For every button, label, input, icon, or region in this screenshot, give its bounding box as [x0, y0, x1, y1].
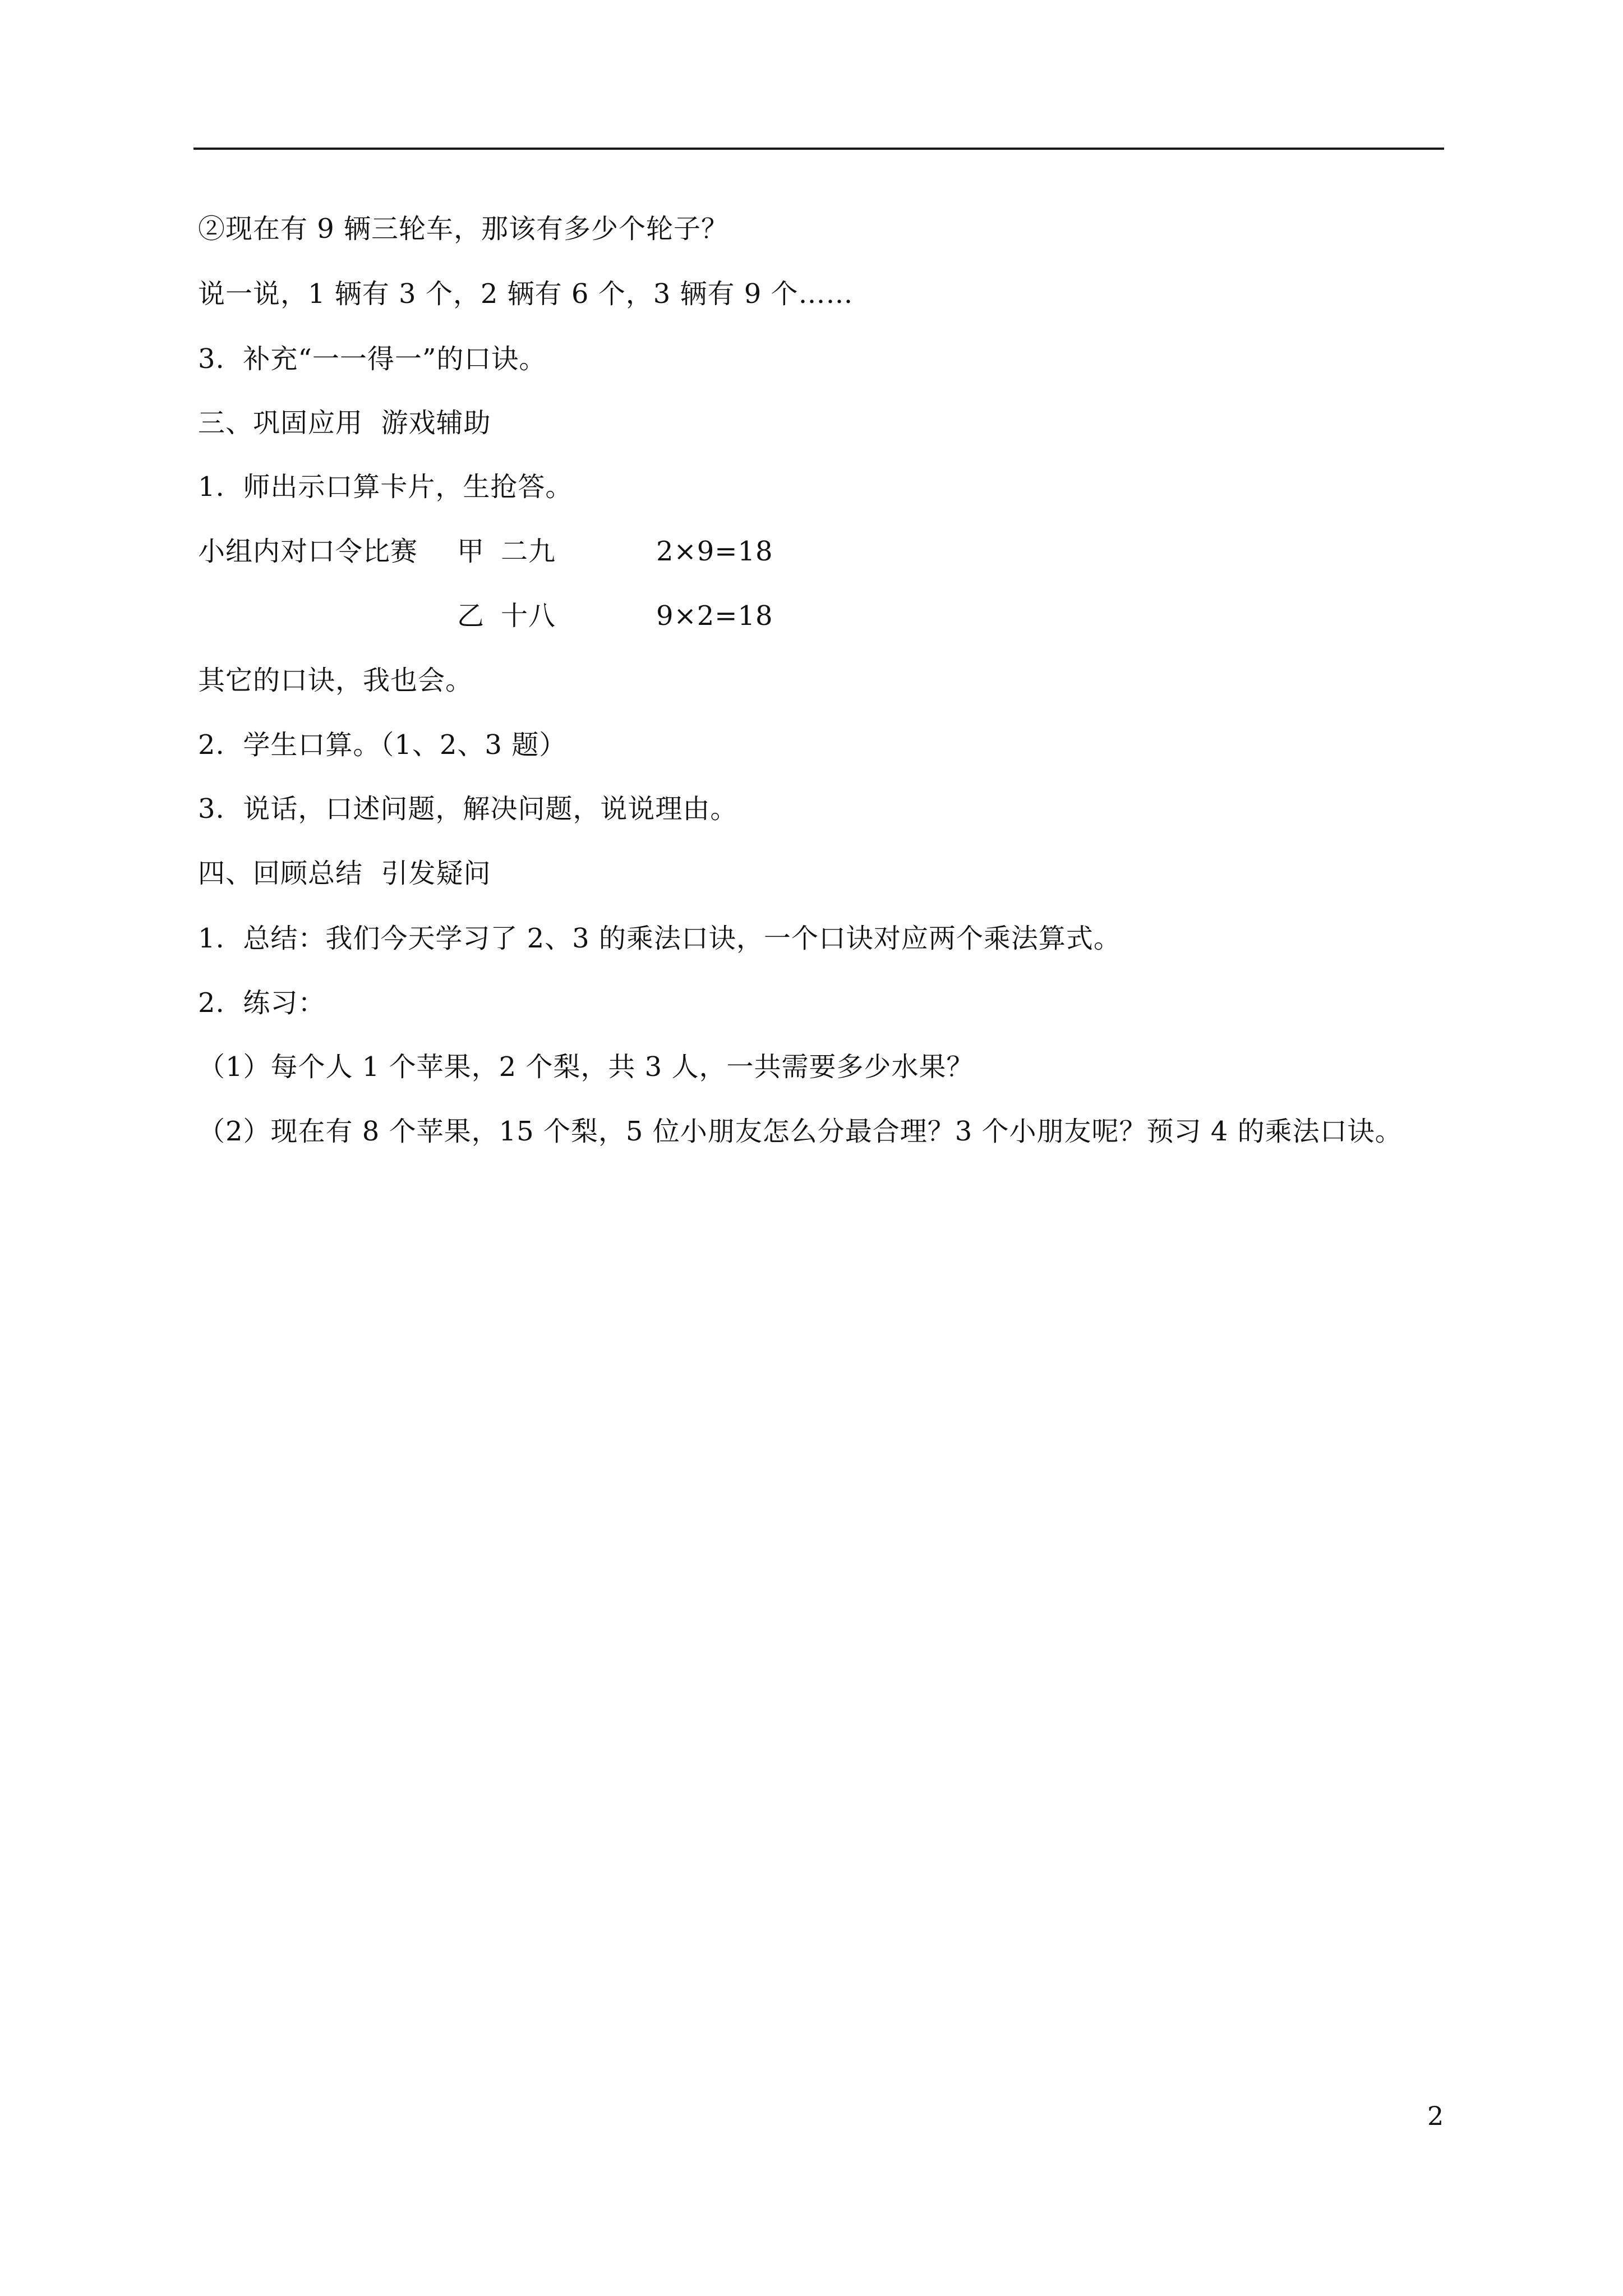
- game-player-b: 乙: [457, 600, 485, 632]
- game-phrase-a: 二九: [501, 536, 556, 567]
- header-rule: [193, 148, 1444, 150]
- game-label: 小组内对口令比赛: [198, 536, 418, 567]
- text-line-summary: 1. 总结：我们今天学习了 2、3 的乘法口诀，一个口诀对应两个乘法算式。: [198, 923, 1121, 954]
- game-equation-b: 9×2=18: [656, 600, 773, 632]
- text-line-exercise-1: （1）每个人 1 个苹果，2 个梨，共 3 人，一共需要多少水果？: [198, 1051, 974, 1083]
- game-phrase-b: 十八: [501, 600, 556, 632]
- game-player-a: 甲: [457, 536, 485, 567]
- text-line-oral-calc: 2. 学生口算。（1、2、3 题）: [198, 729, 567, 761]
- section-heading-3: 三、巩固应用 游戏辅助: [198, 407, 491, 439]
- page-number: 2: [1427, 2101, 1444, 2131]
- text-line-tricycles: ②现在有 9 辆三轮车，那该有多少个轮子？: [198, 213, 729, 245]
- text-line-exercise-2: （2）现在有 8 个苹果，15 个梨，5 位小朋友怎么分最合理？3 个小朋友呢？预习 4 的乘法口诀。: [198, 1116, 1403, 1147]
- text-line-practice: 2. 练习：: [198, 987, 326, 1019]
- game-equation-a: 2×9=18: [656, 536, 773, 567]
- text-line-counting: 说一说，1 辆有 3 个，2 辆有 6 个，3 辆有 9 个……: [198, 278, 854, 310]
- text-line-other-rhymes: 其它的口诀，我也会。: [198, 665, 473, 696]
- section-heading-4: 四、回顾总结 引发疑问: [198, 858, 491, 889]
- text-line-supplement: 3. 补充“一一得一”的口诀。: [198, 343, 547, 375]
- text-line-cards: 1. 师出示口算卡片，生抢答。: [198, 471, 573, 503]
- text-line-speaking: 3. 说话，口述问题，解决问题，说说理由。: [198, 793, 738, 825]
